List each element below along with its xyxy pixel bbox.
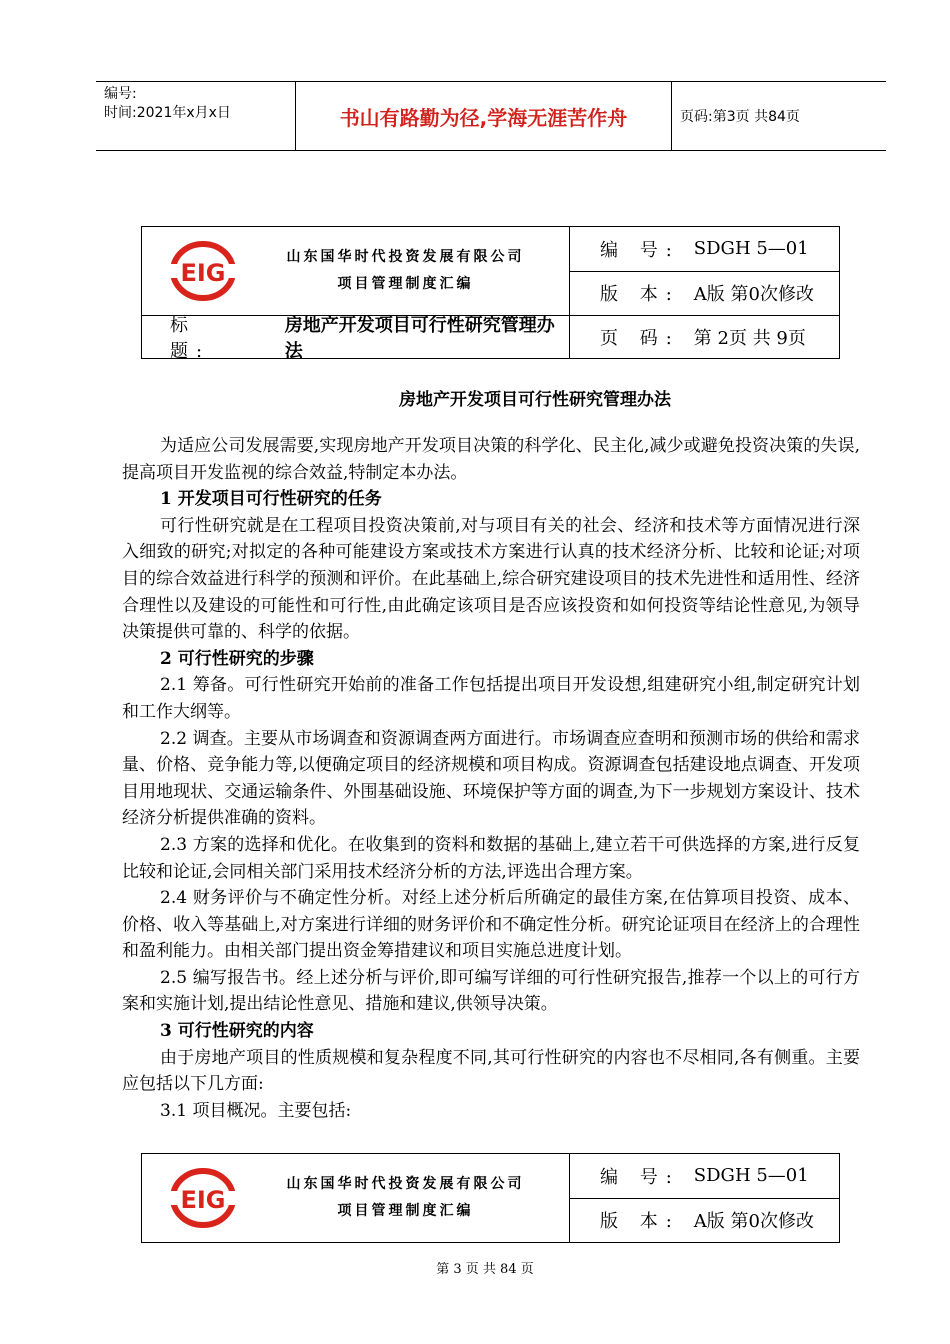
page-footer: 第 3 页 共 84 页 [436,1262,534,1277]
header-page-info: 页码:第3页 共84页 [680,109,800,125]
company-logo-icon [167,1165,239,1231]
paragraph: 为适应公司发展需要,实现房地产开发项目决策的科学化、民主化,减少或避免投资决策的失误,提高项目开发监视的综合效益,特制定本办法。 [122,436,860,483]
header-time-label: 时间:2021年x月x日 [104,105,231,121]
header-number-label: 编号: [104,86,137,102]
doc-control-table [141,226,840,362]
company-name: 山东国华时代投资发展有限公司 [286,249,525,265]
doc-version-value: A版 第0次修改 [693,1211,814,1233]
section-heading: 1 开发项目可行性研究的任务 [160,489,382,510]
doc-version-cell [570,1198,839,1243]
header-meta [96,82,296,150]
company-logo [164,1162,242,1234]
paragraph: 3.1 项目概况。主要包括: [160,1100,352,1121]
doc-number-value: SDGH 5—01 [693,238,809,260]
section-heading: 3 可行性研究的内容 [160,1021,314,1042]
doc-control-table-footer [141,1153,840,1243]
doc-collection-name: 项目管理制度汇编 [337,276,474,292]
doc-number-label: 编 号: [600,1166,680,1188]
doc-version-cell [570,271,839,316]
document-body [122,433,860,1124]
doc-page-label: 页 码: [600,328,680,349]
header-motto: 书山有路勤为径,学海无涯苦作舟 [296,82,672,150]
paragraph: 2.5 编写报告书。经上述分析与评价,即可编写详细的可行性研究报告,推荐一个以上的可行方案和实施计划,提出结论性意见、措施和建议,供领导决策。 [122,967,860,1015]
doc-number-value: SDGH 5—01 [693,1165,809,1187]
company-logo [164,235,242,307]
doc-title-value: 房地产开发项目可行性研究管理办法 [284,315,555,362]
company-logo-icon [167,238,239,304]
paragraph: 2.2 调查。主要从市场调查和资源调查两方面进行。市场调查应查明和预测市场的供给和需求量、价格、竞争能力等,以便确定项目的经济规模和项目构成。资源调查包括建设地点调查、开发项目用地现状、交通运输条件、外围基础设施、环境保护等方面的调查,为下一步规划方案设计、技术经济分析提供准确的资料。 [122,728,860,829]
company-cell [142,1154,570,1242]
running-header [96,81,886,151]
doc-collection-name: 项目管理制度汇编 [337,1203,474,1219]
paragraph: 2.4 财务评价与不确定性分析。对经上述分析后所确定的最佳方案,在估算项目投资、成本、价格、收入等基础上,对方案进行详细的财务评价和不确定性分析。研究论证项目在经济上的合理性和盈利能力。由相关部门提出资金筹措建议和项目实施总进度计划。 [122,888,860,962]
doc-page-value: 第 2页 共 9页 [693,328,806,349]
company-name: 山东国华时代投资发展有限公司 [286,1176,525,1192]
doc-number-cell [570,1154,839,1198]
section-heading: 2 可行性研究的步骤 [160,648,314,669]
doc-version-label: 版 本: [600,284,680,306]
doc-number-label: 编 号: [600,239,680,261]
company-cell [142,227,570,315]
doc-title-label: 标 题: [170,315,211,362]
doc-version-value: A版 第0次修改 [693,284,814,306]
paragraph: 2.3 方案的选择和优化。在收集到的资料和数据的基础上,建立若干可供选择的方案,进行反复比较和论证,会同相关部门采用技术经济分析的方法,评选出合理方案。 [122,834,860,882]
paragraph: 2.1 筹备。可行性研究开始前的准备工作包括提出项目开发设想,组建研究小组,制定研究计划和工作大纲等。 [122,675,860,722]
logo-text: EIG [180,259,226,287]
doc-number-cell [570,227,839,271]
logo-text: EIG [180,1186,226,1214]
doc-page-cell [570,316,839,358]
doc-version-label: 版 本: [600,1211,680,1233]
doc-title-cell [142,315,570,362]
paragraph: 可行性研究就是在工程项目投资决策前,对与项目有关的社会、经济和技术等方面情况进行深入细致的研究;对拟定的各种可能建设方案或技术方案进行认真的技术经济分析、比较和论证;对项目的综合效益进行科学的预测和评价。在此基础上,综合研究建设项目的技术先进性和适用性、经济合理性以及建设的可能性和可行性,由此确定该项目是否应该投资和如何投资等结论性意见,为领导决策提供可靠的、科学的依据。 [122,515,860,643]
document-title: 房地产开发项目可行性研究管理办法 [399,390,671,410]
paragraph: 由于房地产项目的性质规模和复杂程度不同,其可行性研究的内容也不尽相同,各有侧重。主要应包括以下几方面: [122,1047,860,1095]
